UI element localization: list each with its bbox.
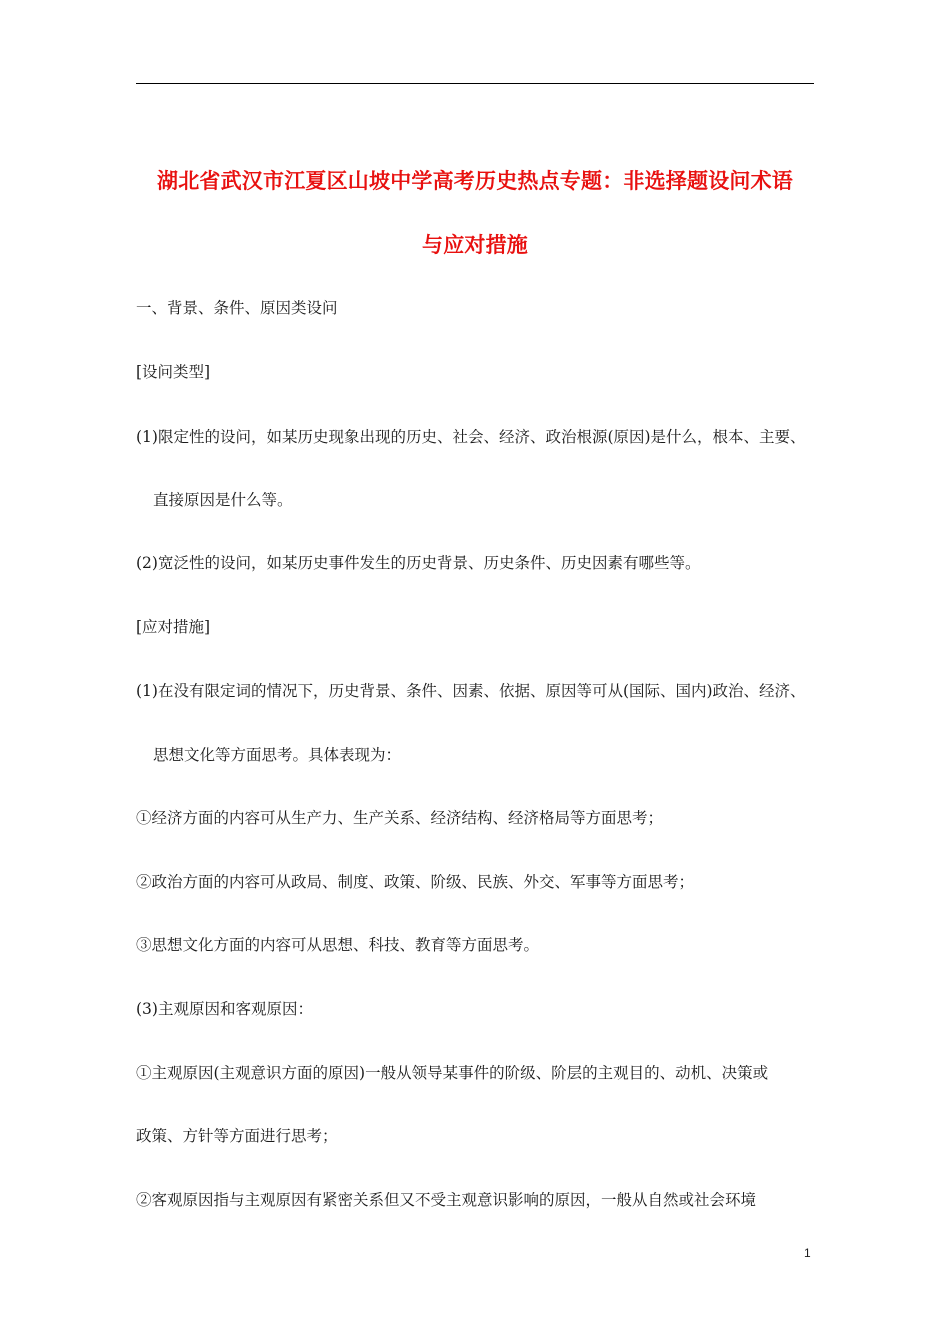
paragraph-line: 直接原因是什么等。 (153, 491, 293, 509)
paragraph-line: (2)宽泛性的设问，如某历史事件发生的历史背景、历史条件、历史因素有哪些等。 (136, 554, 701, 572)
header-rule (136, 83, 814, 84)
title-line-2: 与应对措施 (422, 233, 528, 257)
list-item: ②政治方面的内容可从政局、制度、政策、阶级、民族、外交、军事等方面思考； (136, 873, 695, 891)
title-line-1: 湖北省武汉市江夏区山坡中学高考历史热点专题：非选择题设问术语 (157, 169, 793, 193)
page-number: 1 (804, 1246, 811, 1260)
section-heading: 一、背景、条件、原因类设问 (136, 299, 338, 317)
paragraph-line: (3)主观原因和客观原因： (136, 1000, 313, 1018)
list-item: ③思想文化方面的内容可从思想、科技、教育等方面思考。 (136, 936, 540, 954)
list-item: ②客观原因指与主观原因有紧密关系但又不受主观意识影响的原因，一般从自然或社会环境 (136, 1191, 757, 1209)
paragraph-line: 思想文化等方面思考。具体表现为： (153, 746, 402, 764)
list-item: ①经济方面的内容可从生产力、生产关系、经济结构、经济格局等方面思考； (136, 809, 664, 827)
subsection-label: [应对措施] (136, 618, 211, 636)
paragraph-line: (1)限定性的设问，如某历史现象出现的历史、社会、经济、政治根源(原因)是什么，根本、主要、 (136, 428, 806, 446)
subsection-label: [设问类型] (136, 363, 211, 381)
list-item: ①主观原因(主观意识方面的原因)一般从领导某事件的阶级、阶层的主观目的、动机、决策或 (136, 1064, 769, 1082)
paragraph-line: (1)在没有限定词的情况下，历史背景、条件、因素、依据、原因等可从(国际、国内)政治、经济、 (136, 682, 806, 700)
paragraph-line: 政策、方针等方面进行思考； (136, 1127, 338, 1145)
